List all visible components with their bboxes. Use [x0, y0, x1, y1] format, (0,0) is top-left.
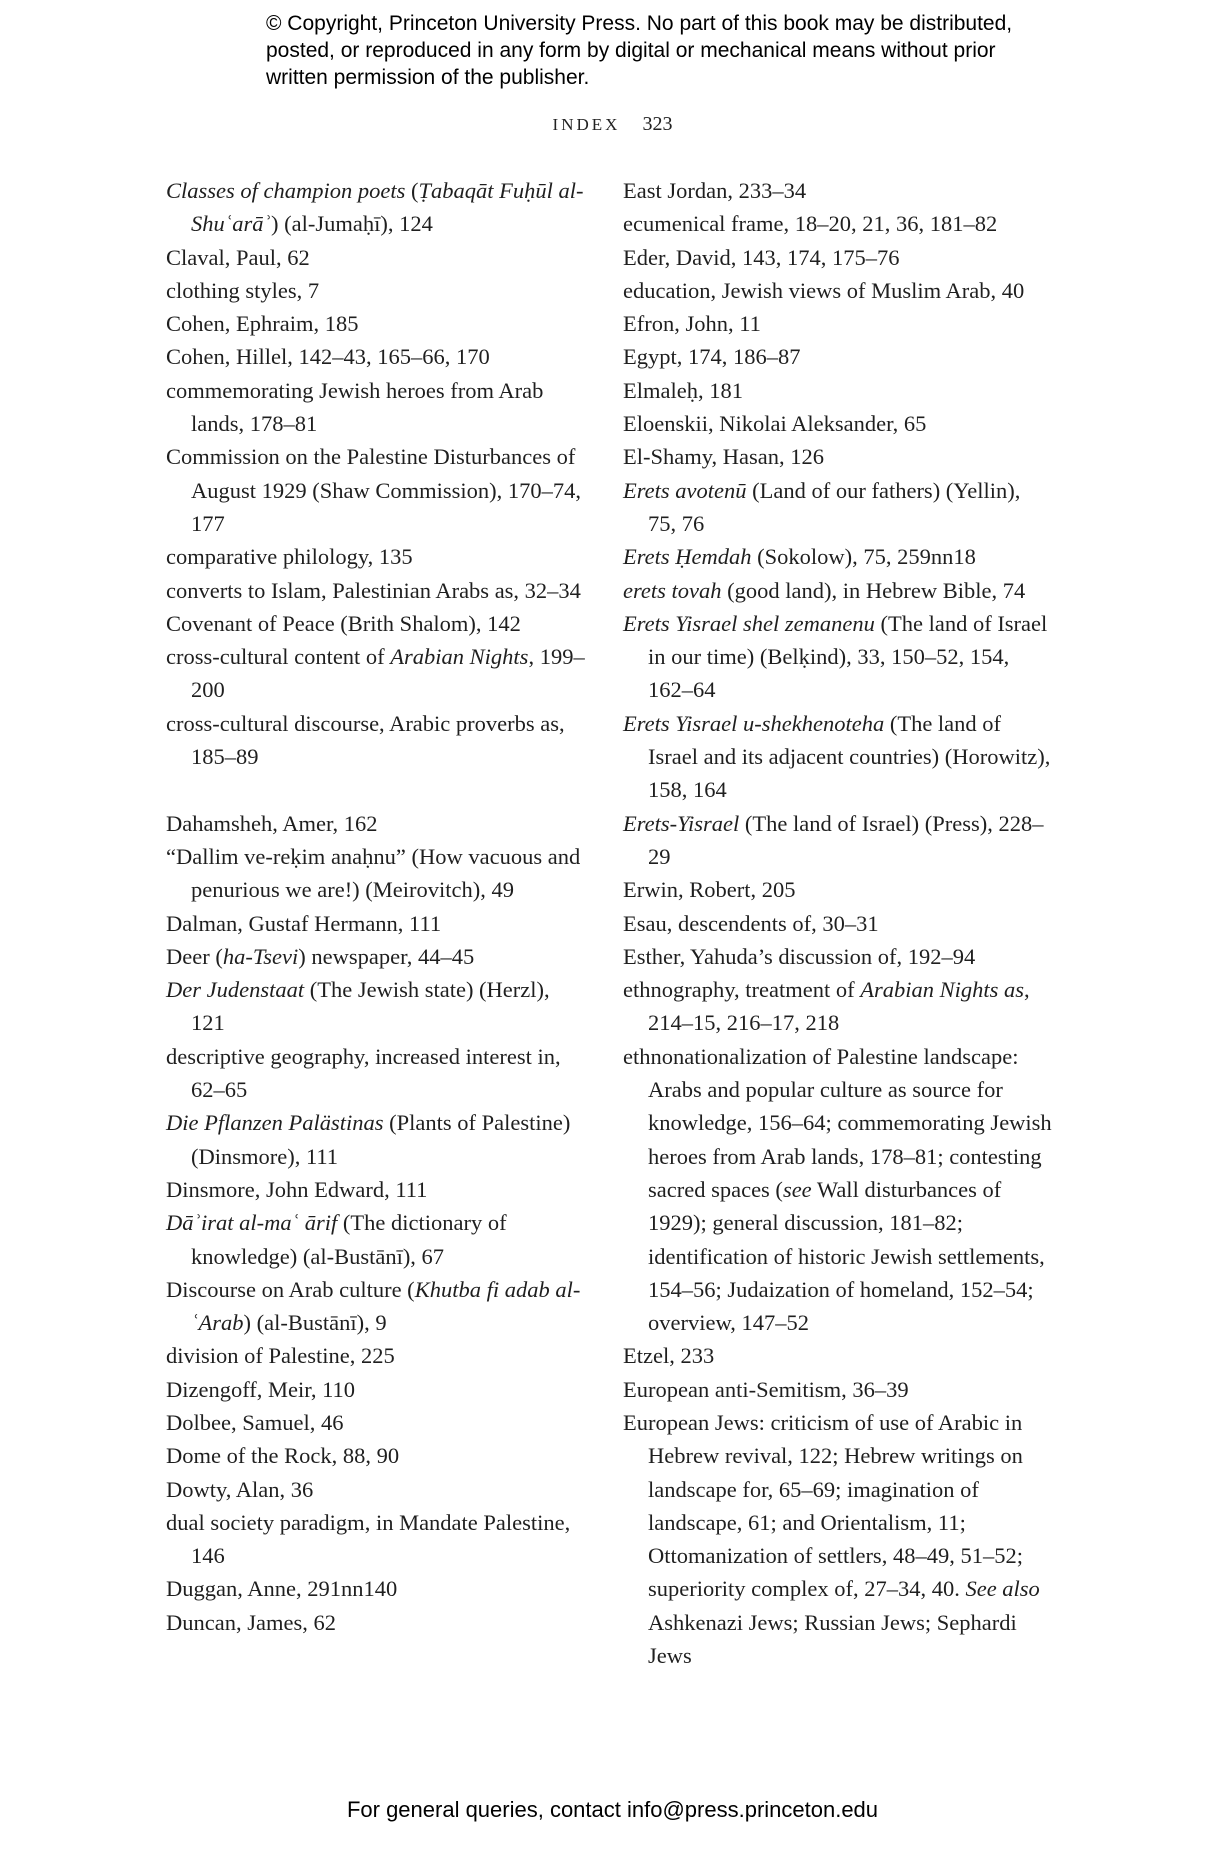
index-column-right: [623, 174, 1053, 1672]
index-entry: [623, 1373, 1053, 1406]
index-entry: [623, 607, 1053, 707]
entry-text: Claval, Paul, 62: [166, 244, 310, 270]
index-entry: [166, 241, 586, 274]
entry-text: Esther, Yahuda’s discussion of, 192–94: [623, 943, 976, 969]
entry-text: Etzel, 233: [623, 1343, 715, 1369]
entry-text: (The dictionary of knowledge) (al-Bustānī), 67: [191, 1210, 507, 1269]
entry-text: (: [405, 178, 419, 203]
entry-text: East Jordan, 233–34: [623, 178, 807, 203]
entry-text: Deer (: [166, 943, 223, 969]
entry-text: (The Jewish state) (Herzl), 121: [191, 977, 550, 1036]
entry-italic-text: Arabian Nights as: [860, 977, 1024, 1003]
index-entry: [166, 274, 586, 307]
entry-text: Wall disturbances of 1929); general discussion, 181–82; identification of historic Jewish settlements, 154–56; Judaization of homeland, 152–54; overview, 147–52: [648, 1176, 1045, 1336]
index-entry: [166, 1339, 586, 1372]
index-entry: [166, 1040, 586, 1107]
index-entry: [623, 940, 1053, 973]
entry-text: commemorating Jewish heroes from Arab lands, 178–81: [166, 377, 544, 437]
entry-text: Efron, John, 11: [623, 311, 761, 337]
entry-text: Duggan, Anne, 291nn140: [166, 1576, 398, 1602]
index-entry: [166, 1173, 586, 1206]
index-entry: [623, 973, 1053, 1040]
entry-italic-text: see: [782, 1176, 812, 1202]
index-entry: [623, 307, 1053, 340]
entry-italic-text: Arabian Nights: [390, 644, 529, 670]
index-entry: [623, 241, 1053, 274]
entry-italic-text: Erets avotenū: [623, 477, 747, 503]
entry-text: Esau, descendents of, 30–31: [623, 910, 879, 936]
index-entry: [166, 440, 586, 540]
entry-text: Cohen, Hillel, 142–43, 165–66, 170: [166, 344, 490, 370]
entry-text: Eloenskii, Nikolai Aleksander, 65: [623, 411, 927, 437]
entry-text: Erwin, Robert, 205: [623, 877, 796, 903]
entry-text: ) (al-Bustānī), 9: [243, 1310, 387, 1336]
entry-text: ethnonationalization of Palestine landscape: Arabs and popular culture as source for knowledge, 156–64; commemorating Jewish heroes from Arab lands, 178–81; contesting sacred spaces (: [623, 1043, 1052, 1202]
index-entry: [166, 374, 586, 441]
index-entry: [623, 540, 1053, 573]
entry-text: Ashkenazi Jews; Russian Jews; Sephardi Jews: [648, 1609, 1017, 1669]
entry-italic-text: erets tovah: [623, 577, 722, 603]
index-entry: [166, 1273, 586, 1340]
entry-text: ) (al-Jumaḥī), 124: [271, 211, 433, 237]
entry-text: Covenant of Peace (Brith Shalom), 142: [166, 610, 521, 636]
index-column-left: [166, 174, 586, 1639]
entry-text: descriptive geography, increased interest in, 62–65: [166, 1043, 561, 1103]
entry-text: Elmaleḥ, 181: [623, 377, 743, 403]
entry-text: Dolbee, Samuel, 46: [166, 1409, 344, 1435]
entry-text: dual society paradigm, in Mandate Palestine, 146: [166, 1509, 571, 1569]
entry-text: Dome of the Rock, 88, 90: [166, 1443, 400, 1469]
index-entry: [623, 474, 1053, 541]
entry-text: Duncan, James, 62: [166, 1609, 336, 1635]
index-entry: [623, 574, 1053, 607]
index-entry: [166, 840, 586, 907]
running-head: [0, 113, 1225, 136]
index-entry: [166, 307, 586, 340]
entry-text: clothing styles, 7: [166, 277, 320, 303]
entry-text: (The land of Israel and its adjacent countries) (Horowitz), 158, 164: [648, 710, 1051, 803]
entry-italic-text: Ṭabaqāt Fuḥūl al-Shuʿarāʾ: [191, 178, 584, 237]
entry-italic-text: Classes of champion poets: [166, 178, 406, 203]
entry-text: comparative philology, 135: [166, 544, 413, 570]
entry-text: (Plants of Palestine) (Dinsmore), 111: [191, 1110, 571, 1169]
index-entry: [166, 1506, 586, 1573]
entry-text: Dahamsheh, Amer, 162: [166, 810, 378, 836]
entry-italic-text: Dāʾirat al-maʿ ārif: [166, 1210, 338, 1236]
entry-text: Dowty, Alan, 36: [166, 1476, 314, 1502]
index-entry: [623, 1040, 1053, 1340]
letter-group-gap: [166, 773, 586, 806]
entry-text: ethnography, treatment of: [623, 977, 861, 1003]
entry-text: , 199–200: [191, 644, 585, 703]
footer-contact: For general queries, contact info@press.princeton.edu: [346, 1797, 879, 1822]
running-head-label: INDEX: [552, 115, 621, 134]
entry-text: Egypt, 174, 186–87: [623, 344, 801, 370]
index-entry: [166, 973, 586, 1040]
entry-text: “Dallim ve-reḳim anaḥnu” (How vacuous and penurious we are!) (Meirovitch), 49: [166, 843, 581, 903]
index-entry: [166, 707, 586, 774]
index-entry: [166, 1206, 586, 1273]
entry-text: (The land of Israel in our time) (Belḳind), 33, 150–52, 154, 162–64: [648, 610, 1048, 703]
entry-italic-text: See also: [965, 1576, 1040, 1602]
index-entry: [623, 1339, 1053, 1372]
index-entry: [623, 873, 1053, 906]
index-entry: [166, 1439, 586, 1472]
entry-italic-text: Erets Yisrael u-shekhenoteha: [623, 710, 885, 736]
index-entry: [166, 540, 586, 573]
index-entry: [623, 907, 1053, 940]
index-entry: [623, 407, 1053, 440]
index-entry: [166, 1373, 586, 1406]
entry-text: ) newspaper, 44–45: [298, 943, 475, 969]
entry-text: European anti-Semitism, 36–39: [623, 1376, 909, 1402]
entry-text: Eder, David, 143, 174, 175–76: [623, 244, 900, 270]
index-entry: [623, 207, 1053, 240]
index-entry: [166, 640, 586, 707]
entry-text: Dalman, Gustaf Hermann, 111: [166, 910, 442, 936]
index-entry: [623, 440, 1053, 473]
entry-italic-text: Der Judenstaat: [166, 977, 305, 1003]
entry-text: Dizengoff, Meir, 110: [166, 1376, 356, 1402]
index-entry: [623, 174, 1053, 207]
entry-text: (Sokolow), 75, 259nn18: [751, 544, 976, 570]
entry-italic-text: Erets Yisrael shel zemanenu: [623, 610, 875, 636]
index-entry: [166, 907, 586, 940]
index-entry: [623, 374, 1053, 407]
entry-text: Dinsmore, John Edward, 111: [166, 1176, 428, 1202]
entry-text: (good land), in Hebrew Bible, 74: [721, 577, 1026, 603]
entry-text: Cohen, Ephraim, 185: [166, 311, 359, 337]
index-entry: [166, 1473, 586, 1506]
entry-text: (Land of our fathers) (Yellin), 75, 76: [648, 477, 1021, 536]
entry-text: cross-cultural content of: [166, 644, 391, 670]
index-entry: [166, 1106, 586, 1173]
index-entry: [166, 940, 586, 973]
index-entry: [166, 1572, 586, 1605]
index-entry: [166, 574, 586, 607]
entry-text: European Jews: criticism of use of Arabic in Hebrew revival, 122; Hebrew writings on landscape for, 65–69; imagination of landscape, 61; and Orientalism, 11; Ottomanization of settlers, 48–49, 51–52; superiority complex of, 27–34, 40.: [623, 1409, 1023, 1602]
entry-text: Commission on the Palestine Disturbances of August 1929 (Shaw Commission), 170–74, 177: [166, 444, 582, 536]
entry-text: , 214–15, 216–17, 218: [648, 977, 1030, 1036]
index-entry: [166, 1406, 586, 1439]
entry-text: ecumenical frame, 18–20, 21, 36, 181–82: [623, 211, 998, 237]
index-entry: [166, 340, 586, 373]
entry-text: (The land of Israel) (Press), 228–29: [648, 810, 1044, 869]
index-entry: [623, 807, 1053, 874]
entry-italic-text: Khutba fi adab al-ʿArab: [191, 1276, 581, 1336]
index-entry: [166, 807, 586, 840]
index-entry: [623, 707, 1053, 807]
entry-text: division of Palestine, 225: [166, 1343, 395, 1369]
entry-text: cross-cultural discourse, Arabic proverbs as, 185–89: [166, 710, 565, 770]
entry-italic-text: ha-Tsevi: [222, 943, 299, 969]
entry-text: Discourse on Arab culture (: [166, 1276, 415, 1302]
entry-italic-text: Erets-Yisrael: [623, 810, 740, 836]
entry-italic-text: Die Pflanzen Palästinas: [166, 1110, 384, 1136]
index-entry: [166, 607, 586, 640]
index-entry: [623, 274, 1053, 307]
index-entry: [623, 1406, 1053, 1672]
entry-text: converts to Islam, Palestinian Arabs as, 32–34: [166, 577, 581, 603]
entry-italic-text: Erets Ḥemdah: [623, 544, 752, 570]
page-number: 323: [642, 113, 673, 135]
copyright-notice: © Copyright, Princeton University Press. No part of this book may be distributed, posted, or reproduced in any form by digital or mechanical means without prior written permission of the publisher.: [266, 12, 1013, 89]
entry-text: El-Shamy, Hasan, 126: [623, 444, 825, 470]
index-entry: [166, 1606, 586, 1639]
entry-text: education, Jewish views of Muslim Arab, 40: [623, 277, 1025, 303]
index-entry: [623, 340, 1053, 373]
index-entry: [166, 174, 586, 241]
